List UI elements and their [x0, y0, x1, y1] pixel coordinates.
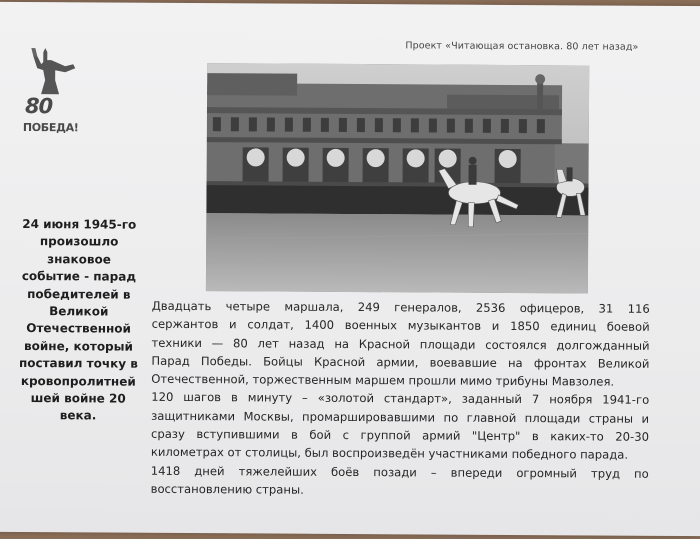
main-text-line: восстановлению страны.	[150, 481, 304, 497]
main-text-line: километрах от столицы, был воспроизведён участниками победного парада.	[150, 445, 629, 463]
side-text-line: событие - парад	[21, 269, 137, 284]
side-text-line: века.	[59, 408, 97, 423]
side-text-line: 24 июня 1945-го	[22, 216, 137, 232]
main-text-block	[151, 297, 650, 501]
main-text-line: сразу вступившими в бой с группой армий "Центр" в каких-то 20-30	[150, 426, 650, 444]
side-text-line: Великой	[49, 304, 109, 319]
main-text-line: защитниками Москвы, промаршировавшими по главной площади страны и	[151, 408, 650, 426]
main-text-line: Парад Победы. Бойцы Красной армии, воевавшие на фронтах Великой	[151, 353, 650, 371]
main-text-line: сержантов и солдат, 1400 военных музыкантов и 1850 единиц боевой	[151, 317, 650, 335]
side-text-line: Отечественной	[26, 321, 132, 337]
side-text-line: победителей в	[27, 286, 131, 302]
main-text-line: 1418 дней тяжелейших боёв позади – впереди огромный труд по	[150, 463, 649, 481]
main-text-line: техники — 80 лет назад на Красной площади состоялся долгожданный	[151, 335, 650, 353]
side-text-line: шей войне 20	[30, 391, 126, 406]
project-caption: Проект «Читающая остановка. 80 лет назад»	[405, 40, 639, 53]
side-text-line: знаковое	[47, 251, 111, 267]
side-text-line: произошло	[39, 234, 119, 249]
main-text-line: Двадцать четыре маршала, 249 генералов, 2536 офицеров, 31 116	[151, 298, 650, 316]
side-text-block	[13, 216, 144, 426]
logo-number: 80	[24, 94, 53, 119]
main-text-line: 120 шагов в минуту – «золотой стандарт», заданный 7 ноября 1941-го	[151, 390, 650, 408]
paper-sheet	[0, 2, 700, 536]
victory-parade-red-square-photo	[206, 63, 589, 293]
motherland-statue-icon	[21, 46, 81, 96]
side-text-line: поставил точку в	[18, 356, 138, 371]
side-text-line: кровопролитней	[20, 373, 136, 389]
side-text-line: войне, который	[24, 338, 133, 354]
main-text-line: Отечественной, торжественным маршем прошли мимо трибуны Мавзолея.	[151, 371, 615, 389]
logo-word: ПОБЕДА!	[22, 120, 79, 135]
parade-illustration	[206, 63, 589, 293]
